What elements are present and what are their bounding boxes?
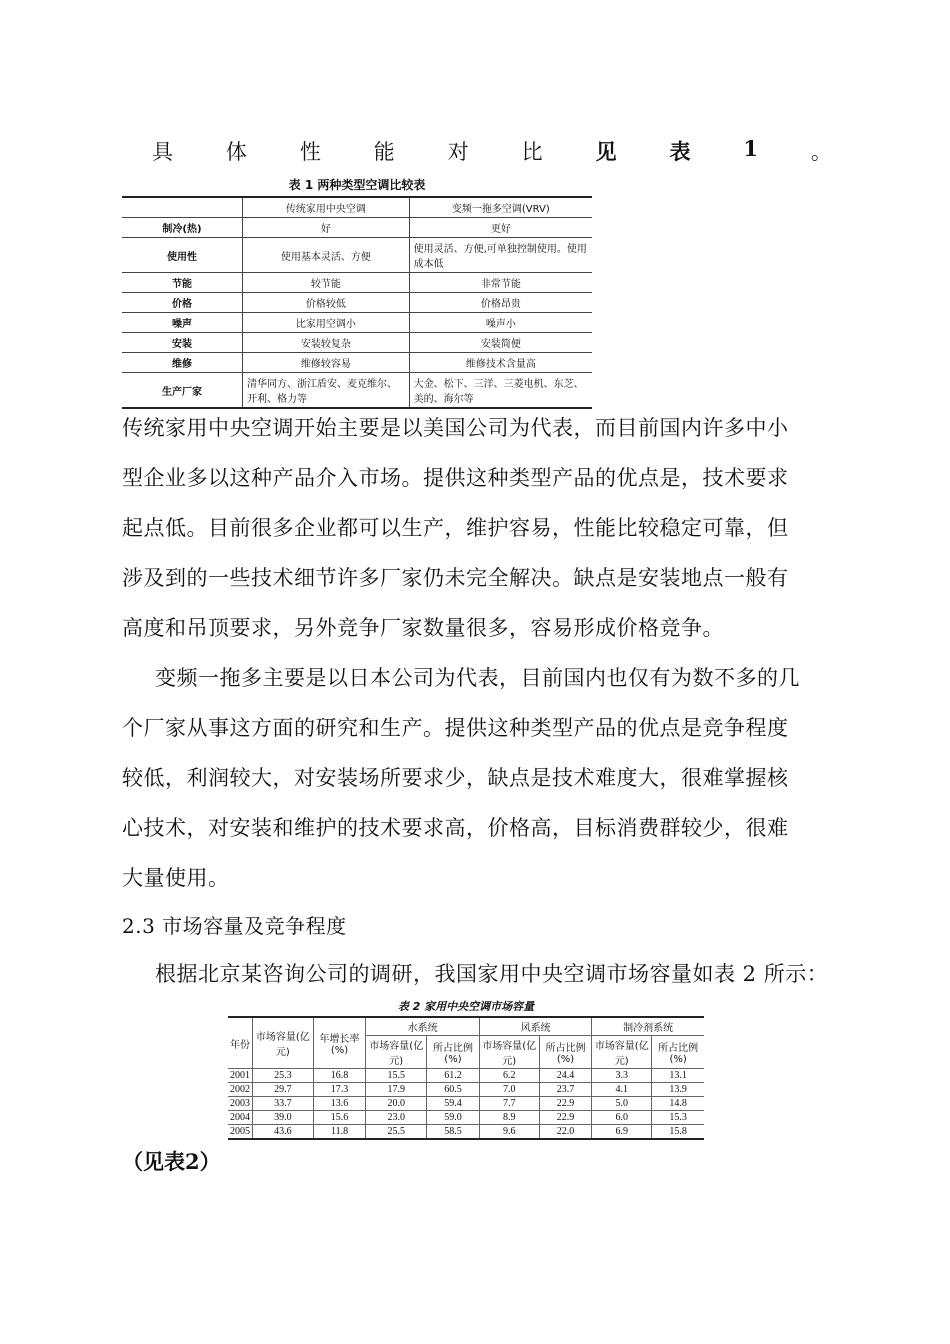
table-cell: 23.0 xyxy=(366,1111,427,1125)
paragraph2-line: 大量使用。 xyxy=(122,866,230,890)
table-row xyxy=(228,1097,704,1111)
table-header-row xyxy=(122,197,592,218)
table-cell: 使用灵活、方便,可单独控制使用。使用成本低 xyxy=(409,238,592,273)
table-cell: 生产厂家 xyxy=(122,373,243,409)
table-cell: 2005 xyxy=(228,1125,253,1140)
table-subheader-cell: 所占比例(%) xyxy=(652,1036,704,1069)
table-header-cell: 水系统 xyxy=(366,1017,479,1036)
table-header-cell: 风系统 xyxy=(479,1017,592,1036)
table-cell: 13.6 xyxy=(313,1097,366,1111)
table-cell: 大金、松下、三洋、三菱电机、东芝、美的、海尔等 xyxy=(409,373,592,409)
table-cell: 13.9 xyxy=(652,1083,704,1097)
table-cell: 4.1 xyxy=(592,1083,652,1097)
table-cell: 6.2 xyxy=(479,1069,539,1083)
table-cell: 9.6 xyxy=(479,1125,539,1140)
table1-caption: 表 1 两种类型空调比较表 xyxy=(288,178,426,192)
table-cell: 价格较低 xyxy=(243,293,410,313)
intro-char: 能 xyxy=(373,140,395,164)
paragraph1-line: 传统家用中央空调开始主要是以美国公司为代表，而目前国内许多中小 xyxy=(122,416,789,440)
table-cell: 13.1 xyxy=(652,1069,704,1083)
table2 xyxy=(228,1016,704,1140)
table-cell: 8.9 xyxy=(479,1111,539,1125)
table-cell: 6.9 xyxy=(592,1125,652,1140)
table-row xyxy=(122,333,592,353)
table-cell: 17.3 xyxy=(313,1083,366,1097)
table-cell: 噪声小 xyxy=(409,313,592,333)
table-cell: 比家用空调小 xyxy=(243,313,410,333)
table-cell: 23.7 xyxy=(539,1083,592,1097)
table-header-cell: 市场容量(亿元) xyxy=(253,1017,314,1069)
table-cell: 39.0 xyxy=(253,1111,314,1125)
paragraph1-line: 起点低。目前很多企业都可以生产，维护容易，性能比较稳定可靠，但 xyxy=(122,516,789,540)
intro-char-bold: 表 xyxy=(669,139,691,164)
table-header-cell: 年增长率(%) xyxy=(313,1017,366,1069)
table-cell: 7.0 xyxy=(479,1083,539,1097)
table-cell: 43.6 xyxy=(253,1125,314,1140)
intro-char-bold: 见 xyxy=(595,139,617,164)
table-cell: 2003 xyxy=(228,1097,253,1111)
table-cell: 25.5 xyxy=(366,1125,427,1140)
table-header-cell: 传统家用中央空调 xyxy=(243,197,410,218)
intro-char: 性 xyxy=(299,140,321,164)
intro-char: 。 xyxy=(810,140,832,164)
paragraph2-line: 变频一拖多主要是以日本公司为代表，目前国内也仅有为数不多的几 xyxy=(155,666,800,690)
table-cell: 15.8 xyxy=(652,1125,704,1140)
table-cell: 非常节能 xyxy=(409,273,592,293)
table-header-row xyxy=(228,1017,704,1036)
table-cell: 24.4 xyxy=(539,1069,592,1083)
intro-char: 具 xyxy=(152,140,173,164)
table-cell: 清华同方、浙江盾安、麦克维尔、开利、格力等 xyxy=(243,373,410,409)
table-row xyxy=(122,353,592,373)
table-cell: 2002 xyxy=(228,1083,253,1097)
table-cell: 价格 xyxy=(122,293,243,313)
table1 xyxy=(122,196,592,409)
table-cell: 61.2 xyxy=(427,1069,480,1083)
table-cell: 7.7 xyxy=(479,1097,539,1111)
table-subheader-cell: 所占比例(%) xyxy=(427,1036,480,1069)
intro-char-bold: 1 xyxy=(743,136,758,161)
table-row xyxy=(122,273,592,293)
table-cell: 15.6 xyxy=(313,1111,366,1125)
table-cell: 3.3 xyxy=(592,1069,652,1083)
table-cell: 15.3 xyxy=(652,1111,704,1125)
table-cell: 节能 xyxy=(122,273,243,293)
table-cell: 价格昂贵 xyxy=(409,293,592,313)
table-row xyxy=(228,1111,704,1125)
table-row xyxy=(228,1125,704,1140)
table-row xyxy=(228,1083,704,1097)
table-cell: 15.5 xyxy=(366,1069,427,1083)
table-cell: 较节能 xyxy=(243,273,410,293)
table-cell: 使用性 xyxy=(122,238,243,273)
paragraph2-line: 个厂家从事这方面的研究和生产。提供这种类型产品的优点是竞争程度 xyxy=(122,716,789,740)
table-cell: 维修较容易 xyxy=(243,353,410,373)
table-cell: 制冷(热) xyxy=(122,218,243,238)
paragraph2-line: 较低，利润较大，对安装场所要求少，缺点是技术难度大，很难掌握核 xyxy=(122,766,789,790)
table-row xyxy=(122,373,592,409)
table-cell: 20.0 xyxy=(366,1097,427,1111)
paragraph3: 根据北京某咨询公司的调研，我国家用中央空调市场容量如表 2 所示： xyxy=(155,962,829,986)
table-cell: 安装简便 xyxy=(409,333,592,353)
table-cell: 58.5 xyxy=(427,1125,480,1140)
table-subheader-cell: 市场容量(亿元) xyxy=(366,1036,427,1069)
table-cell: 25.3 xyxy=(253,1069,314,1083)
intro-char: 体 xyxy=(225,140,247,164)
table-row xyxy=(122,293,592,313)
table-subheader-cell: 市场容量(亿元) xyxy=(479,1036,539,1069)
table-cell: 59.4 xyxy=(427,1097,480,1111)
table-cell: 29.7 xyxy=(253,1083,314,1097)
table-cell: 6.0 xyxy=(592,1111,652,1125)
table-cell: 2001 xyxy=(228,1069,253,1083)
table-cell: 使用基本灵活、方便 xyxy=(243,238,410,273)
table-cell: 14.8 xyxy=(652,1097,704,1111)
table-header-cell: 制冷剂系统 xyxy=(592,1017,704,1036)
table-cell: 59.0 xyxy=(427,1111,480,1125)
table-cell: 17.9 xyxy=(366,1083,427,1097)
table-cell: 好 xyxy=(243,218,410,238)
table-cell: 5.0 xyxy=(592,1097,652,1111)
table-cell: 16.8 xyxy=(313,1069,366,1083)
table-cell: 更好 xyxy=(409,218,592,238)
table-subheader-cell: 所占比例(%) xyxy=(539,1036,592,1069)
paragraph2-line: 心技术，对安装和维护的技术要求高，价格高，目标消费群较少，很难 xyxy=(122,816,789,840)
table-header-cell: 年份 xyxy=(228,1017,253,1069)
intro-char: 对 xyxy=(447,140,469,164)
table-row xyxy=(122,313,592,333)
table-cell: 安装 xyxy=(122,333,243,353)
see-table2-label: （见表2） xyxy=(122,1149,221,1174)
table-cell: 安装较复杂 xyxy=(243,333,410,353)
table-row xyxy=(122,238,592,273)
table2-caption: 表 2 家用中央空调市场容量 xyxy=(397,1000,535,1013)
paragraph1-line: 型企业多以这种产品介入市场。提供这种类型产品的优点是，技术要求 xyxy=(122,466,789,490)
paragraph1-line: 高度和吊顶要求，另外竞争厂家数量很多，容易形成价格竞争。 xyxy=(122,616,724,640)
table-cell: 22.9 xyxy=(539,1111,592,1125)
section-heading: 2.3 市场容量及竞争程度 xyxy=(122,914,347,938)
paragraph1-line: 涉及到的一些技术细节许多厂家仍未完全解决。缺点是安装地点一般有 xyxy=(122,566,789,590)
table-header-cell: 变频一拖多空调(VRV) xyxy=(409,197,592,218)
table-cell: 噪声 xyxy=(122,313,243,333)
table-row xyxy=(228,1069,704,1083)
table-cell: 11.8 xyxy=(313,1125,366,1140)
table-cell: 60.5 xyxy=(427,1083,480,1097)
table-cell: 维修 xyxy=(122,353,243,373)
intro-line xyxy=(152,136,832,166)
table-cell: 2004 xyxy=(228,1111,253,1125)
intro-char: 比 xyxy=(521,140,543,164)
table-row xyxy=(122,218,592,238)
table-cell: 22.0 xyxy=(539,1125,592,1140)
table-subheader-cell: 市场容量(亿元) xyxy=(592,1036,652,1069)
table-cell: 维修技术含量高 xyxy=(409,353,592,373)
table-cell: 22.9 xyxy=(539,1097,592,1111)
table-cell: 33.7 xyxy=(253,1097,314,1111)
table-header-cell xyxy=(122,197,243,218)
